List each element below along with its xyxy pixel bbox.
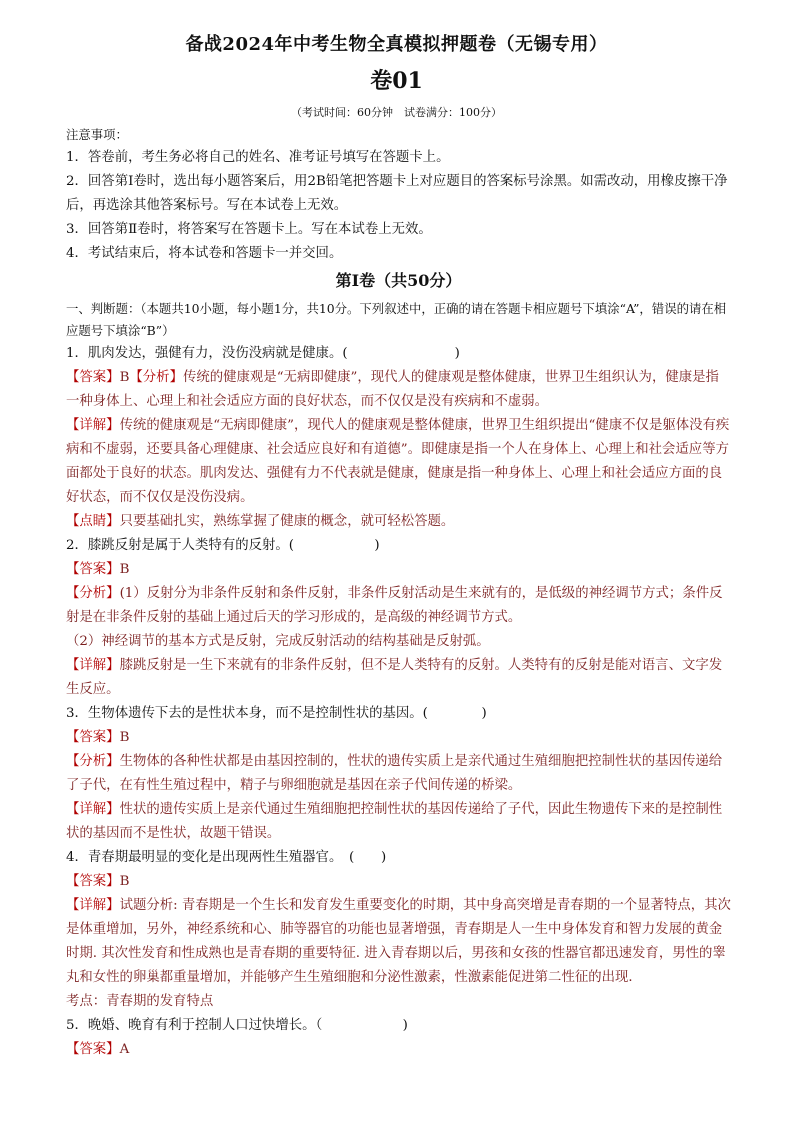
exam-content <box>66 124 731 1062</box>
answer-value: B <box>119 370 130 385</box>
detail-text: 性状的遗传实质上是亲代通过生殖细胞把控制性状的基因传递给了子代，因此生物遗传下来的是控制性状的基因而不是性状，故题干错误。 <box>66 802 723 841</box>
answer-analysis <box>66 366 731 414</box>
note-item: 3．回答第Ⅱ卷时，将答案写在答题卡上。写在本试卷上无效。 <box>66 222 432 237</box>
question-text: 1．肌肉发达，强健有力，没伤没病就是健康。( ) <box>66 346 460 361</box>
notes-heading: 注意事项： <box>66 127 128 142</box>
answer-tag: 【答案】 <box>66 1042 120 1057</box>
detail <box>66 894 731 990</box>
section-title: 第Ⅰ卷（共50分） <box>335 271 462 290</box>
paper-number: 卷01 <box>370 68 423 94</box>
analysis <box>66 750 731 798</box>
detail-tag: 【详解】 <box>66 418 120 433</box>
analysis-text: 传统的健康观是“无病即健康”，现代人的健康观是整体健康，世界卫生组织认为，健康是指一种身体上、心理上和社会适应方面的良好状态，而不仅仅是没有疾病和不虚弱。 <box>66 370 719 409</box>
analysis-text: 生物体的各种性状都是由基因控制的，性状的遗传实质上是亲代通过生殖细胞把控制性状的基因传递给了子代，在有性生殖过程中，精子与卵细胞就是基因在亲子代间传递的桥梁。 <box>66 754 723 793</box>
answer-tag: 【答案】 <box>66 730 120 745</box>
page-title: 备战2024年中考生物全真模拟押题卷（无锡专用） <box>185 34 608 55</box>
analysis-tag: 【分析】 <box>129 370 183 385</box>
answer-value: B <box>119 874 130 889</box>
detail <box>66 798 731 846</box>
analysis-text-2: （2）神经调节的基本方式是反射，完成反射活动的结构基础是反射弧。 <box>66 634 490 649</box>
answer <box>66 558 731 582</box>
answer <box>66 1038 731 1062</box>
tip-text: 只要基础扎实，熟练掌握了健康的概念，就可轻松答题。 <box>119 514 455 529</box>
answer-tag: 【答案】 <box>66 370 120 385</box>
answer-tag: 【答案】 <box>66 874 120 889</box>
detail-tag: 【详解】 <box>66 898 120 913</box>
answer-value: B <box>119 730 130 745</box>
detail-text: 试题分析: 青春期是一个生长和发育发生重要变化的时期，其中身高突增是青春期的一个显著特点，其次是体重增加，另外，神经系统和心、肺等器官的功能也显著增强，青春期是人一生中身体发育和智力发展的黄金时期. 其次性发育和性成熟也是青春期的重要特征. 进入青春期以后，男孩和女孩的性器官都迅速发育，男性的睾丸和女性的卵巢都重量增加，并能够产生生殖细胞和分泌性激素，性激素能促进第二性征的出现． <box>66 898 731 985</box>
tip-tag: 【点睛】 <box>66 514 120 529</box>
analysis-text: (1）反射分为非条件反射和条件反射，非条件反射活动是生来就有的，是低级的神经调节方式；条件反射是在非条件反射的基础上通过后天的学习形成的，是高级的神经调节方式。 <box>66 586 723 625</box>
tip <box>66 510 731 534</box>
question-text: 3．生物体遗传下去的是性状本身，而不是控制性状的基因。( ) <box>66 706 487 721</box>
answer-tag: 【答案】 <box>66 562 120 577</box>
knowledge-point: 考点：青春期的发育特点 <box>66 994 214 1009</box>
detail-tag: 【详解】 <box>66 802 120 817</box>
answer-value: B <box>119 562 130 577</box>
answer <box>66 870 731 894</box>
detail-text: 传统的健康观是“无病即健康”，现代人的健康观是整体健康，世界卫生组织提出“健康不仅是躯体没有疾病和不虚弱，还要具备心理健康、社会适应良好和有道德”。即健康是指一个人在身体上、心理上和社会适应等方面都处于良好的状态。肌肉发达、强健有力不代表就是健康，健康是指一种身体上、心理上和社会适应方面的良好状态，而不仅仅是没伤没病。 <box>66 418 730 505</box>
detail-tag: 【详解】 <box>66 658 120 673</box>
detail-text: 膝跳反射是一生下来就有的非条件反射，但不是人类特有的反射。人类特有的反射是能对语言、文字发生反应。 <box>66 658 723 697</box>
note-item: 2．回答第Ⅰ卷时，选出每小题答案后，用2B铅笔把答题卡上对应题目的答案标号涂黑。如需改动，用橡皮擦干净后，再选涂其他答案标号。写在本试卷上无效。 <box>66 174 728 213</box>
question-text: 4．青春期最明显的变化是出现两性生殖器官。 ( ) <box>66 850 387 865</box>
note-item: 1．答卷前，考生务必将自己的姓名、准考证号填写在答题卡上。 <box>66 150 450 165</box>
answer-value: A <box>119 1042 130 1057</box>
detail <box>66 414 731 510</box>
question-text: 2．膝跳反射是属于人类特有的反射。( ) <box>66 538 380 553</box>
analysis-tag: 【分析】 <box>66 586 120 601</box>
exam-meta: （考试时间：60分钟 试卷满分：100分） <box>291 106 502 119</box>
analysis <box>66 582 731 630</box>
note-item: 4．考试结束后，将本试卷和答题卡一并交回。 <box>66 246 343 261</box>
question-text: 5．晚婚、晚育有利于控制人口过快增长。（ ) <box>66 1018 408 1033</box>
answer <box>66 726 731 750</box>
analysis-tag: 【分析】 <box>66 754 120 769</box>
detail <box>66 654 731 702</box>
section-instructions: 一、判断题：（本题共10小题，每小题1分，共10分。下列叙述中，正确的请在答题卡相应题号下填涂“A”，错误的请在相应题号下填涂“B”） <box>66 301 727 338</box>
